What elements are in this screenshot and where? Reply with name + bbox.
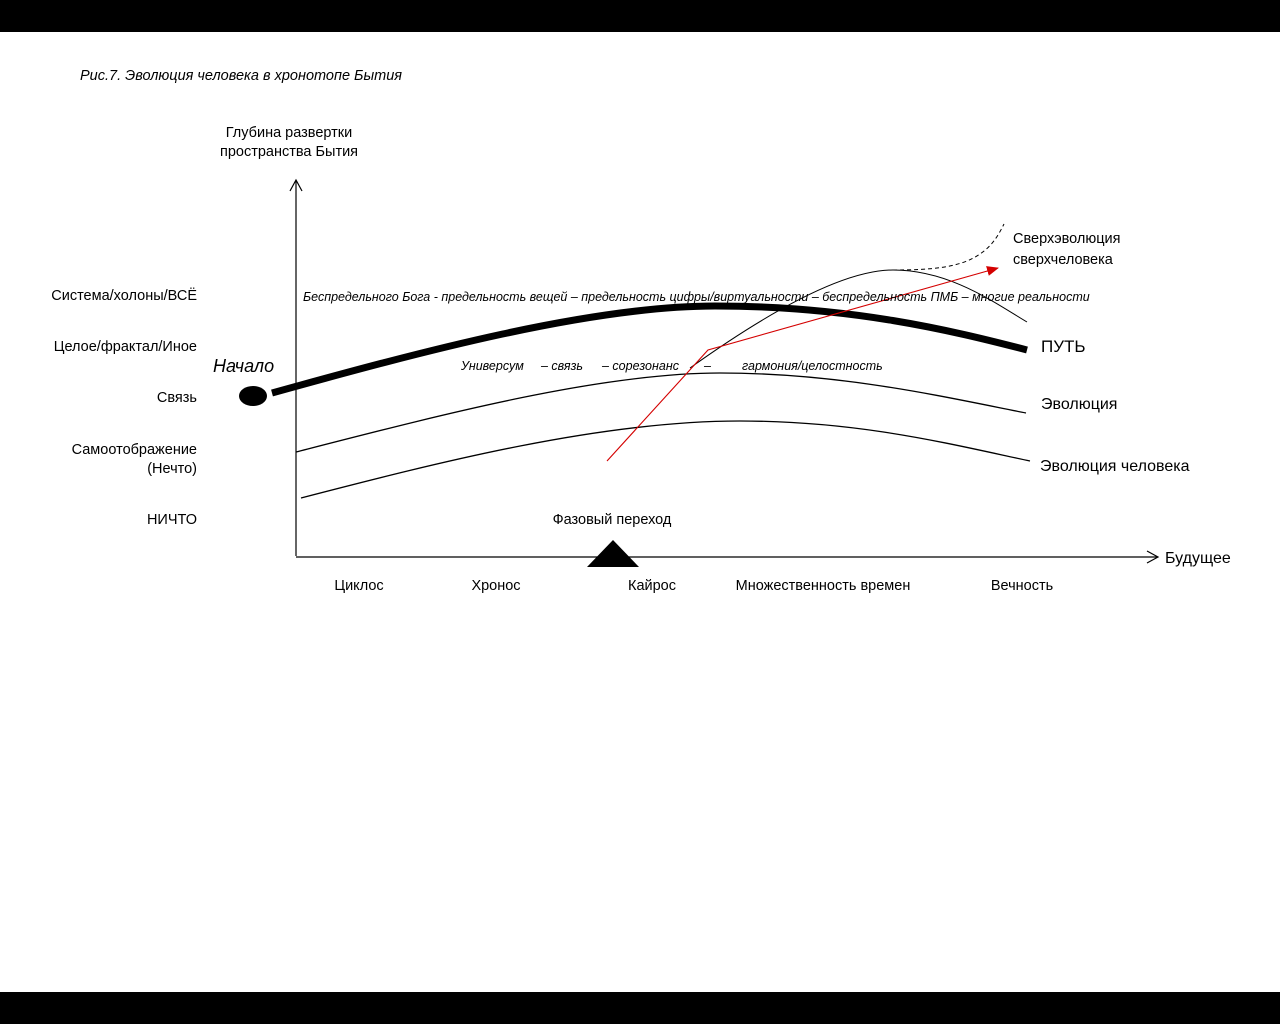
x-axis-label: Будущее xyxy=(1165,550,1231,567)
path-curve xyxy=(272,306,1027,393)
start-point xyxy=(239,386,267,406)
super-evolution-label-line1: Сверхэволюция xyxy=(1013,231,1121,247)
mid-text-resonance: – сорезонанс xyxy=(602,359,679,373)
phase-transition-triangle xyxy=(587,540,639,567)
phase-transition-label: Фазовый переход xyxy=(552,512,672,528)
super-evolution-label-line2: сверхчеловека xyxy=(1013,252,1113,268)
x-label-kairos: Кайрос xyxy=(628,578,676,594)
level-label-self-reflection: Самоотображение xyxy=(71,442,197,458)
path-curve-label: ПУТЬ xyxy=(1041,337,1086,356)
x-label-cyclos: Циклос xyxy=(334,578,384,594)
super-evolution-dashed-curve xyxy=(893,224,1004,270)
x-label-eternity: Вечность xyxy=(990,578,1054,594)
human-evolution-curve-label: Эволюция человека xyxy=(1040,458,1190,475)
evolution-curve xyxy=(296,373,1026,452)
x-label-multiplicity: Множественность времен xyxy=(735,578,911,594)
level-label-something: (Нечто) xyxy=(147,461,197,477)
super-evolution-curve xyxy=(690,270,1027,368)
top-text-line: Беспредельного Бога - предельность вещей – предельность цифры/виртуальности – беспредельность ПМБ – многие реальности xyxy=(303,290,1090,304)
level-label-whole: Целое/фрактал/Иное xyxy=(53,339,197,355)
mid-text-harmony: гармония/целостность xyxy=(742,359,883,373)
human-evolution-curve xyxy=(301,421,1030,498)
level-label-nothing: НИЧТО xyxy=(146,512,197,528)
mid-text-dash: – xyxy=(704,359,711,373)
level-label-link: Связь xyxy=(156,390,197,406)
y-axis-label-line2: пространства Бытия xyxy=(219,144,359,160)
x-label-chronos: Хронос xyxy=(471,578,521,594)
evolution-curve-label: Эволюция xyxy=(1041,396,1118,413)
start-label: Начало xyxy=(213,356,275,376)
level-label-system: Система/холоны/ВСЁ xyxy=(51,288,197,304)
mid-text-universum: Универсум xyxy=(461,359,524,373)
mid-text-link: – связь xyxy=(541,359,583,373)
y-axis-label-line1: Глубина развертки xyxy=(225,125,353,141)
figure-caption: Рис.7. Эволюция человека в хронотопе Бытия xyxy=(80,68,403,84)
